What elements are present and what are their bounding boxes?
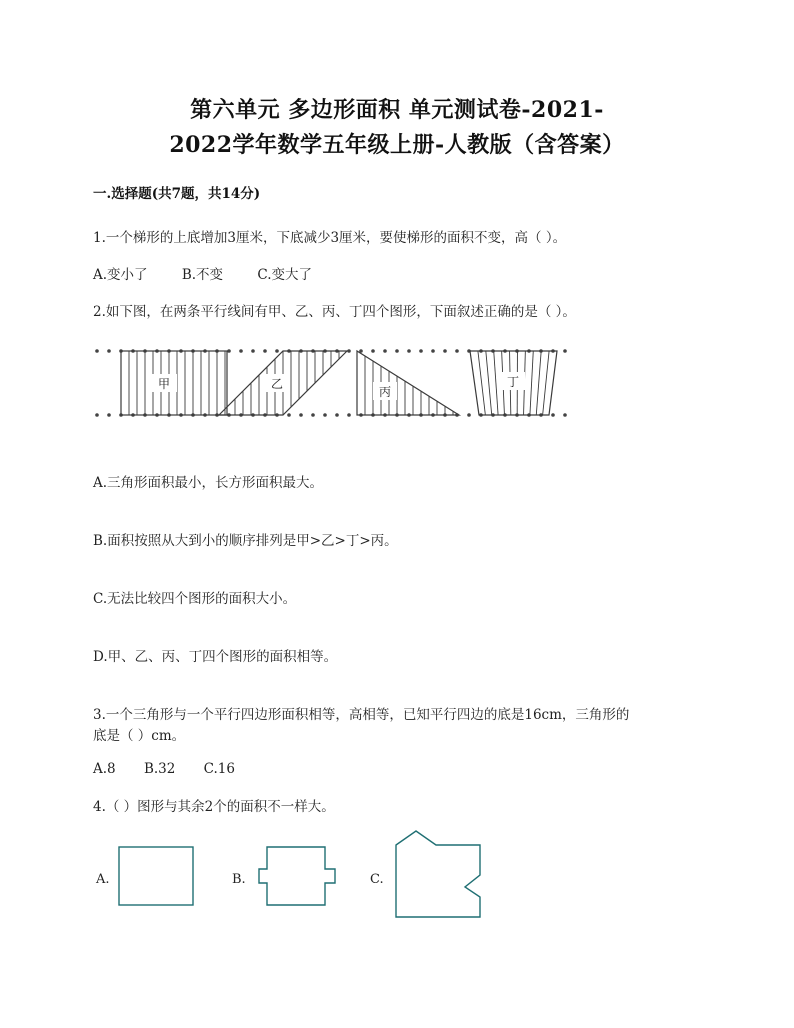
q4-label-a: A. (96, 872, 110, 887)
title-line-2: 2022学年数学五年级上册-人教版（含答案） (169, 132, 625, 158)
q4-label-b: B. (232, 872, 246, 887)
q2-option-b: B.面积按照从大到小的顺序排列是甲>乙>丁>丙。 (93, 533, 398, 549)
question-1-stem: 1.一个梯形的上底增加3厘米，下底减少3厘米，要使梯形的面积不变，高（ ）。 (93, 230, 567, 246)
q4-label-c: C. (370, 872, 384, 887)
q1-option-c: C.变大了 (257, 267, 312, 283)
q2-option-a: A.三角形面积最小，长方形面积最大。 (93, 475, 324, 491)
q2-option-d: D.甲、乙、丙、丁四个图形的面积相等。 (93, 649, 338, 665)
q4-shapes-figure (93, 825, 503, 925)
q3-option-c: C.16 (203, 761, 235, 777)
question-3-stem-line-1: 3.一个三角形与一个平行四边形面积相等，高相等，已知平行四边的底是16cm，三角形的 (93, 707, 630, 723)
q3-option-a: A.8 (93, 761, 116, 777)
shape-yi-label: 乙 (270, 377, 284, 391)
q1-option-a: A.变小了 (93, 267, 148, 283)
q4-shape-a-rectangle (119, 847, 193, 905)
section-heading: 一.选择题(共7题，共14分) (93, 186, 261, 202)
q4-shape-c-irregular (396, 831, 480, 917)
q1-option-b: B.不变 (181, 267, 224, 283)
title-line-1: 第六单元 多边形面积 单元测试卷-2021- (190, 97, 604, 123)
q3-option-b: B.32 (143, 761, 176, 777)
question-3-options (93, 761, 235, 777)
shape-yi-parallelogram (219, 351, 347, 415)
shape-jia-label: 甲 (157, 377, 171, 391)
q2-option-c: C.无法比较四个图形的面积大小。 (93, 591, 297, 607)
shape-jia-rectangle (121, 351, 227, 415)
q4-shape-b-cross (259, 847, 335, 905)
question-2-stem: 2.如下图，在两条平行线间有甲、乙、丙、丁四个图形，下面叙述正确的是（ ）。 (93, 304, 576, 320)
four-shapes-figure (93, 338, 583, 426)
shape-ding-label: 丁 (506, 375, 520, 389)
question-3-stem-line-2: 底是（ ）cm。 (93, 728, 186, 744)
shape-ding-trapezoid (470, 351, 557, 415)
question-1-options (93, 263, 312, 283)
question-4-stem: 4.（ ）图形与其余2个的面积不一样大。 (93, 799, 335, 815)
shape-bing-triangle (357, 351, 459, 415)
shape-bing-label: 丙 (378, 385, 392, 399)
